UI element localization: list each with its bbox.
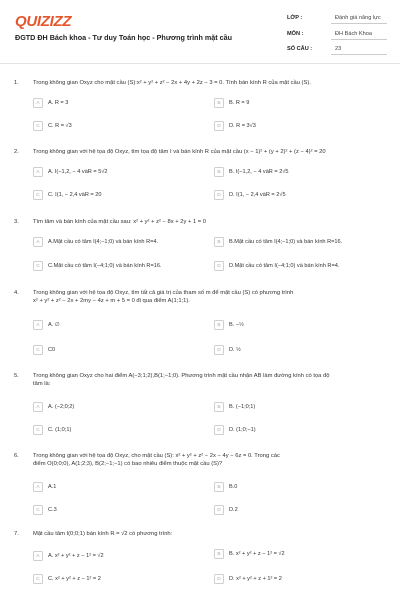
question-number: 7. [14, 531, 19, 537]
option-letter-box[interactable]: B [214, 402, 224, 412]
option-letter-box[interactable]: A [33, 482, 43, 492]
question-text: Trong không gian với hệ tọa độ Oxyz, cho mặt cầu (S): x² + y² + z² − 2x − 4y − 6z = 0. Trong các [33, 453, 280, 459]
option-text: B.Mặt cầu có tâm I(4;−1;0) và bán kính R=16. [229, 239, 343, 245]
question-number: 4. [14, 290, 19, 296]
option-c[interactable] [33, 574, 198, 585]
option-c[interactable] [33, 261, 198, 272]
question-text-line-2: x² + y² + z² − 2x + 2my − 4z + m + 5 = 0 đi qua điểm A(1;1;1). [33, 298, 190, 304]
question-number: 5. [14, 373, 19, 379]
option-text: D. I(1, − 2,4 vàR = 2√5 [229, 192, 286, 198]
option-d[interactable] [214, 190, 379, 201]
option-text: D.2 [229, 507, 238, 513]
class-value: Đánh giá năng lực [335, 15, 381, 21]
option-text: A.Mặt cầu có tâm I(4;−1;0) và bán kính R=4. [48, 239, 159, 245]
option-letter-box[interactable]: D [214, 261, 224, 271]
subject-label: MÔN : [287, 31, 304, 37]
option-letter-box[interactable]: B [214, 237, 224, 247]
subject-value: ĐH Bách Khoa [335, 31, 373, 37]
option-text: B. I(−1,2, − 4 vàR = 2√5 [229, 169, 289, 175]
header-divider [0, 63, 400, 64]
option-letter-box[interactable]: D [214, 345, 224, 355]
option-text: C. I(1, − 2,4 vàR = 20 [48, 192, 102, 198]
option-letter-box[interactable]: D [214, 190, 224, 200]
question-text: Trong không gian Oxyz cho mặt cầu (S):x² + y² + z² − 2x + 4y + 2z − 3 = 0. Tính bán kính R của mặt cầu (S). [33, 80, 311, 86]
option-text: C. R = √3 [48, 123, 72, 129]
option-text: A. ∅ [48, 322, 60, 328]
option-letter-box[interactable]: A [33, 402, 43, 412]
option-b[interactable] [214, 320, 379, 331]
question-text: Trong không gian Oxyz cho hai điểm A(−3;1;2),B(1;−1;0). Phương trình mặt cầu nhận AB làm đường kính có tọa độ [33, 373, 330, 379]
option-d[interactable] [214, 345, 379, 356]
option-letter-box[interactable]: D [214, 505, 224, 515]
option-letter-box[interactable]: D [214, 425, 224, 435]
question-text: Trong không gian với hệ tọa độ Oxyz, tìm tọa độ tâm I và bán kính R của mặt cầu (x − 1)² + (y + 2)² + (z − 4)² = 20 [33, 149, 326, 155]
option-letter-box[interactable]: D [214, 574, 224, 584]
count-label: SỐ CÂU : [287, 46, 313, 52]
option-b[interactable] [214, 482, 379, 493]
worksheet-header [0, 0, 400, 62]
question-number: 2. [14, 149, 19, 155]
count-value: 23 [335, 46, 342, 52]
option-letter-box[interactable]: B [214, 482, 224, 492]
option-b[interactable] [214, 98, 379, 109]
option-letter-box[interactable]: C [33, 190, 43, 200]
option-letter-box[interactable]: C [33, 505, 43, 515]
question-text: Tìm tâm và bán kính của mặt cầu sau: x² + y² + z² − 8x + 2y + 1 = 0 [33, 219, 207, 225]
page-title: ĐGTD ĐH Bách khoa - Tư duy Toán học - Phương trình mặt cầu [15, 33, 233, 42]
option-text: D. (1;0;−1) [229, 427, 256, 433]
question-number: 3. [14, 219, 19, 225]
option-text: A.1 [48, 484, 57, 490]
subject-underline [331, 39, 387, 40]
question-text: Trong không gian với hệ tọa độ Oxyz, tìm tất cả giá trị của tham số m để mặt cầu (S) có phương trình [33, 290, 294, 296]
option-letter-box[interactable]: B [214, 167, 224, 177]
question-number: 1. [14, 80, 19, 86]
option-a[interactable] [33, 482, 198, 493]
option-d[interactable] [214, 261, 379, 272]
option-d[interactable] [214, 121, 379, 132]
option-letter-box[interactable]: C [33, 261, 43, 271]
option-letter-box[interactable]: A [33, 551, 43, 561]
option-letter-box[interactable]: D [214, 121, 224, 131]
option-letter-box[interactable]: A [33, 167, 43, 177]
option-letter-box[interactable]: C [33, 121, 43, 131]
option-text: B. −½ [229, 322, 244, 328]
option-text: C. (1;0;1) [48, 427, 72, 433]
option-text: A. R = 3 [48, 100, 69, 106]
option-letter-box[interactable]: A [33, 320, 43, 330]
option-text: C.Mặt cầu có tâm I(−4;1;0) và bán kính R=16. [48, 263, 162, 269]
option-b[interactable] [214, 167, 379, 178]
option-a[interactable] [33, 237, 198, 248]
option-a[interactable] [33, 551, 198, 562]
option-text: B.0 [229, 484, 238, 490]
option-c[interactable] [33, 425, 198, 436]
question-text-line-2: điểm O(0;0;0), A(1;2;3), B(2;−1;−1) có bao nhiêu điểm thuộc mặt cầu (S)? [33, 461, 223, 467]
option-a[interactable] [33, 402, 198, 413]
option-text: C.3 [48, 507, 57, 513]
option-text: B. x² + y² + z − 1² = √2 [229, 551, 285, 557]
question-number: 6. [14, 453, 19, 459]
option-letter-box[interactable]: B [214, 98, 224, 108]
option-b[interactable] [214, 237, 379, 248]
question-text: Mặt cầu tâm I(0;0;1) bán kính R = √2 có phương trình: [33, 531, 173, 537]
option-letter-box[interactable]: C [33, 574, 43, 584]
option-c[interactable] [33, 121, 198, 132]
option-d[interactable] [214, 574, 379, 585]
quizizz-logo: QUIZIZZ [15, 13, 72, 30]
class-label: LỚP : [287, 15, 303, 21]
option-letter-box[interactable]: A [33, 237, 43, 247]
option-c[interactable] [33, 190, 198, 201]
option-letter-box[interactable]: A [33, 98, 43, 108]
option-d[interactable] [214, 425, 379, 436]
question-text-line-2: tâm là: [33, 381, 51, 387]
option-c[interactable] [33, 505, 198, 516]
option-text: C0 [48, 347, 56, 353]
option-text: D. ½ [229, 347, 241, 353]
class-underline [331, 23, 387, 24]
option-text: C. x² + y² + z − 1² = 2 [48, 576, 101, 582]
count-underline [331, 54, 387, 55]
option-letter-box[interactable]: C [33, 345, 43, 355]
option-text: B. (−1;0;1) [229, 404, 256, 410]
option-a[interactable] [33, 167, 198, 178]
option-c[interactable] [33, 345, 198, 356]
option-text: B. R = 9 [229, 100, 250, 106]
option-a[interactable] [33, 98, 198, 109]
option-text: A. I(−1,2, − 4 vàR = 5√2 [48, 169, 108, 175]
option-text: D.Mặt cầu có tâm I(−4;1;0) và bán kính R=4. [229, 263, 340, 269]
option-letter-box[interactable]: B [214, 320, 224, 330]
option-b[interactable] [214, 402, 379, 413]
option-b[interactable] [214, 549, 379, 560]
option-letter-box[interactable]: C [33, 425, 43, 435]
option-text: A. (−2;0;2) [48, 404, 75, 410]
option-d[interactable] [214, 505, 379, 516]
option-text: A. x² + y² + z − 1² = √2 [48, 553, 104, 559]
option-a[interactable] [33, 320, 198, 331]
option-text: D. x² + y² + z + 1² = 2 [229, 576, 282, 582]
option-letter-box[interactable]: B [214, 549, 224, 559]
option-text: D. R = 3√3 [229, 123, 256, 129]
